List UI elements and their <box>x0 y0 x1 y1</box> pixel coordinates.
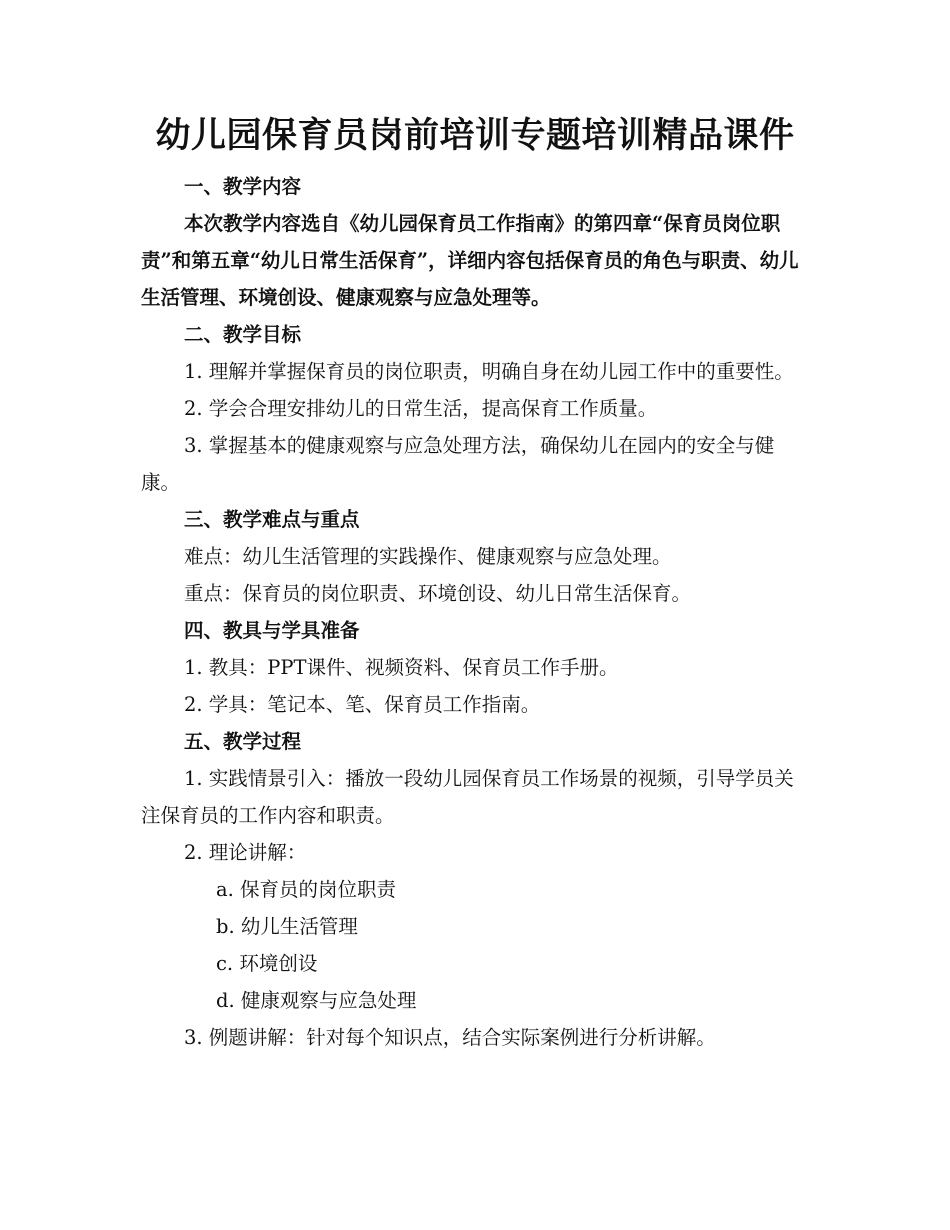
section-heading: 二、教学目标 <box>184 323 302 346</box>
sub-list-item: a. 保育员的岗位职责 <box>216 878 397 901</box>
list-item: 2. 理论讲解： <box>184 841 307 864</box>
list-item: 1. 实践情景引入：播放一段幼儿园保育员工作场景的视频，引导学员关注保育员的工作内容和职责。 <box>141 767 794 827</box>
list-item: 1. 理解并掌握保育员的岗位职责，明确自身在幼儿园工作中的重要性。 <box>184 360 794 383</box>
list-item: 2. 学具：笔记本、笔、保育员工作指南。 <box>184 693 541 716</box>
section-heading: 一、教学内容 <box>184 175 302 198</box>
section-heading: 四、教具与学具准备 <box>184 619 360 642</box>
list-item: 重点：保育员的岗位职责、环境创设、幼儿日常生活保育。 <box>184 582 692 605</box>
list-item: 1. 教具：PPT课件、视频资料、保育员工作手册。 <box>184 656 619 679</box>
sub-list-item: b. 幼儿生活管理 <box>216 915 358 938</box>
sub-list-item: c. 环境创设 <box>216 952 318 975</box>
section-paragraph: 本次教学内容选自《幼儿园保育员工作指南》的第四章“保育员岗位职责”和第五章“幼儿日常生活保育”，详细内容包括保育员的角色与职责、幼儿生活管理、环境创设、健康观察与应急处理等。 <box>141 212 799 309</box>
section-heading: 三、教学难点与重点 <box>184 508 360 531</box>
list-item: 3. 掌握基本的健康观察与应急处理方法，确保幼儿在园内的安全与健康。 <box>141 434 775 494</box>
document-body <box>141 168 811 1056</box>
section-heading: 五、教学过程 <box>184 730 302 753</box>
document-title: 幼儿园保育员岗前培训专题培训精品课件 <box>155 115 795 156</box>
list-item: 2. 学会合理安排幼儿的日常生活，提高保育工作质量。 <box>184 397 658 420</box>
list-item: 3. 例题讲解：针对每个知识点，结合实际案例进行分析讲解。 <box>184 1026 716 1049</box>
sub-list-item: d. 健康观察与应急处理 <box>216 989 417 1012</box>
list-item: 难点：幼儿生活管理的实践操作、健康观察与应急处理。 <box>184 545 672 568</box>
